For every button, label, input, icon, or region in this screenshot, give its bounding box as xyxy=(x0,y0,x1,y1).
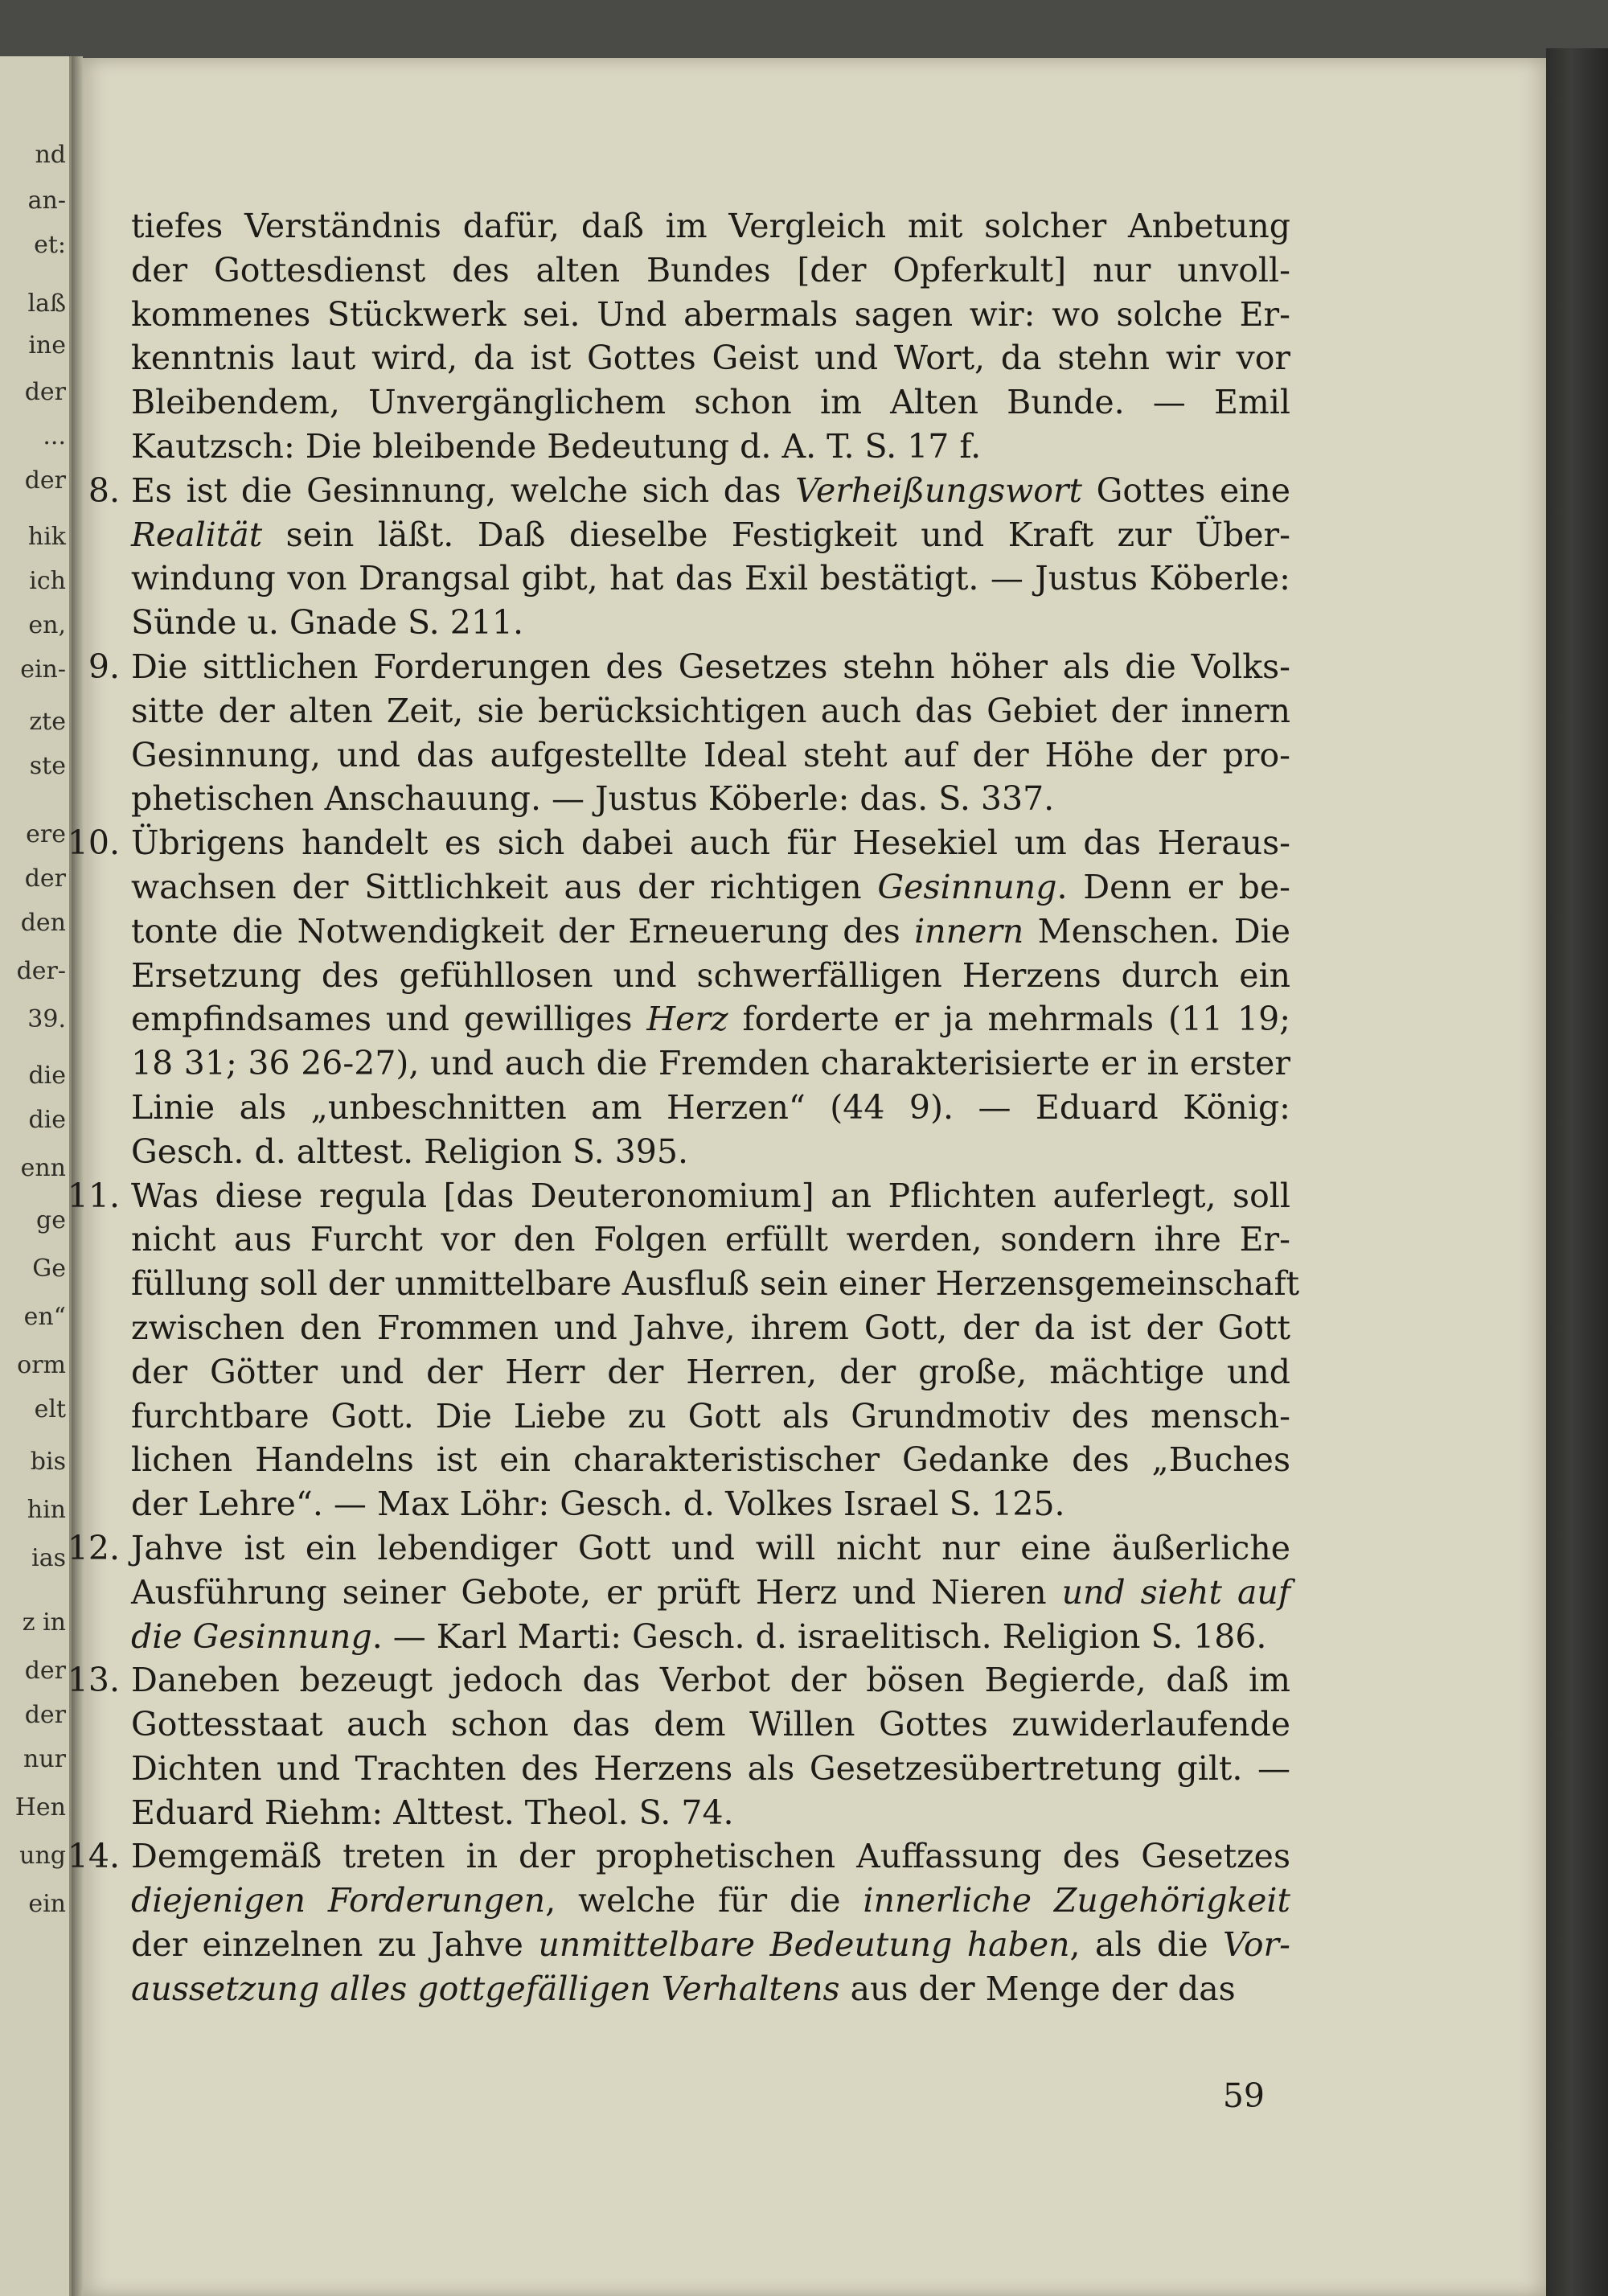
text-line: der Lehre“. — Max Löhr: Gesch. d. Volkes Israel S. 125. xyxy=(131,1485,1065,1524)
text-line: wachsen der Sittlichkeit aus der richtigen Gesinnung. Denn er be- xyxy=(131,867,1290,906)
left-page-fragment: ine xyxy=(28,331,66,359)
text-line: Linie als „unbeschnitten am Herzen“ (44 9). — Eduard König: xyxy=(131,1087,1290,1127)
text-line: Die sittlichen Forderungen des Gesetzes stehn höher als die Volks- xyxy=(131,647,1290,686)
text-line: Gottesstaat auch schon das dem Willen Gottes zuwiderlaufende xyxy=(131,1705,1290,1744)
text-line: kenntnis laut wird, da ist Gottes Geist und Wort, da stehn wir vor xyxy=(131,339,1290,378)
left-page-fragment: ge xyxy=(36,1206,66,1234)
text-line: der einzelnen zu Jahve unmittelbare Bedeutung haben, als die Vor- xyxy=(131,1925,1291,1965)
left-page-fragment: laß xyxy=(27,290,66,318)
text-line: Jahve ist ein lebendiger Gott und will nicht nur eine äußerliche xyxy=(131,1528,1290,1567)
footnote-entry xyxy=(67,1174,1300,1526)
text-line: phetischen Anschauung. — Justus Köberle: das. S. 337. xyxy=(131,779,1055,819)
text-line: der Götter und der Herr der Herren, der große, mächtige und xyxy=(131,1352,1290,1391)
text-line: die Gesinnung. — Karl Marti: Gesch. d. israelitisch. Religion S. 186. xyxy=(131,1616,1267,1656)
left-page-fragment: die xyxy=(28,1062,66,1090)
left-page-fragment: enn xyxy=(20,1154,66,1182)
left-page-fragment: z in xyxy=(22,1608,66,1637)
footnote-entry xyxy=(67,821,1291,1173)
text-line: Übrigens handelt es sich dabei auch für Hesekiel um das Heraus- xyxy=(131,824,1290,863)
text-line: Sünde u. Gnade S. 211. xyxy=(131,603,524,643)
left-page-fragment: en, xyxy=(28,611,66,639)
text-line: Demgemäß treten in der prophetischen Auffassung des Gesetzes xyxy=(131,1837,1290,1876)
page-number: 59 xyxy=(1222,2076,1265,2115)
left-page-fragment: ias xyxy=(31,1544,66,1572)
footnote-number: 9. xyxy=(88,647,120,686)
left-page-fragment: an- xyxy=(27,187,66,215)
text-line: tiefes Verständnis dafür, daß im Vergleich mit solcher Anbetung xyxy=(131,207,1290,245)
text-line: lichen Handelns ist ein charakteristischer Gedanke des „Buches xyxy=(131,1440,1290,1480)
left-page-fragment: der xyxy=(24,466,66,495)
left-page-fragment: orm xyxy=(17,1351,66,1379)
book-page xyxy=(67,58,1546,2296)
text-line: Ersetzung des gefühllosen und schwerfälligen Herzens durch ein xyxy=(131,955,1290,995)
left-page-fragment: ich xyxy=(29,567,66,595)
footnote-number: 12. xyxy=(67,1528,120,1567)
text-line: Gesinnung, und das aufgestellte Ideal steht auf der Höhe der pro- xyxy=(131,735,1290,774)
text-line: füllung soll der unmittelbare Ausfluß sein einer Herzensgemeinschaft xyxy=(131,1264,1300,1304)
text-line: nicht aus Furcht vor den Folgen erfüllt werden, sondern ihre Er- xyxy=(131,1220,1290,1259)
text-line: der Gottesdienst des alten Bundes [der Opferkult] nur unvoll- xyxy=(131,250,1290,290)
text-line: Eduard Riehm: Alttest. Theol. S. 74. xyxy=(131,1793,734,1832)
text-line: kommenes Stückwerk sei. Und abermals sagen wir: wo solche Er- xyxy=(131,294,1290,334)
left-page-fragment: der xyxy=(24,1701,66,1729)
left-page-fragment: nur xyxy=(23,1745,66,1773)
footnote-number: 11. xyxy=(67,1176,120,1215)
left-page-fragment: ein- xyxy=(20,655,66,684)
text-line: sitte der alten Zeit, sie berücksichtigen auch das Gebiet der innern xyxy=(131,691,1290,730)
book-binding xyxy=(1546,48,1608,2296)
text-line: Gesch. d. alttest. Religion S. 395. xyxy=(131,1132,688,1171)
left-page-fragment: bis xyxy=(30,1448,66,1476)
left-page-fragment: ... xyxy=(43,422,66,450)
text-line: Ausführung seiner Gebote, er prüft Herz und Nieren und sieht auf xyxy=(131,1572,1290,1612)
left-page-fragment: Hen xyxy=(14,1793,66,1822)
left-page-fragment: ung xyxy=(19,1842,66,1870)
footnote-entry xyxy=(67,1658,1290,1834)
left-page-fragment: en“ xyxy=(23,1303,66,1331)
footnote-number: 14. xyxy=(67,1837,120,1876)
left-page-fragment: 39. xyxy=(27,1005,66,1033)
left-page-fragment: Ge xyxy=(32,1255,66,1283)
left-page-fragment: der xyxy=(24,1657,66,1685)
footnote-entry xyxy=(88,645,1290,821)
left-page-fragment: hik xyxy=(27,523,66,551)
left-page-fragment: ste xyxy=(29,752,66,780)
text-line: Es ist die Gesinnung, welche sich das Verheißungswort Gottes eine xyxy=(131,470,1290,510)
text-line: Dichten und Trachten des Herzens als Gesetzesübertretung gilt. — xyxy=(131,1748,1290,1788)
left-page-fragment: die xyxy=(28,1106,66,1134)
left-page-fragment: nd xyxy=(35,141,66,169)
text-line: Realität sein läßt. Daß dieselbe Festigkeit und Kraft zur Über- xyxy=(131,515,1290,554)
text-line: Bleibendem, Unvergänglichem schon im Alten Bunde. — Emil xyxy=(131,383,1290,422)
footnote-entry xyxy=(67,1526,1290,1658)
text-line: 18 31; 36 26-27), und auch die Fremden charakterisierte er in erster xyxy=(131,1044,1290,1083)
left-page-fragment: ere xyxy=(26,820,66,848)
left-page-fragment: hin xyxy=(27,1496,66,1524)
text-line: diejenigen Forderungen, welche für die innerliche Zugehörigkeit xyxy=(131,1881,1291,1920)
left-page-fragment: der xyxy=(24,378,66,406)
footnote-number: 10. xyxy=(67,824,120,863)
text-line: Kautzsch: Die bleibende Bedeutung d. A. T. S. 17 f. xyxy=(131,426,982,466)
text-line: zwischen den Frommen und Jahve, ihrem Gott, der da ist der Gott xyxy=(131,1308,1290,1347)
left-page-fragment: der- xyxy=(16,957,66,985)
left-page-fragment: ein xyxy=(28,1890,66,1918)
left-page-fragment: zte xyxy=(29,708,66,736)
footnote-number: 8. xyxy=(88,470,120,510)
footnote-number: 13. xyxy=(67,1661,120,1700)
text-line: furchtbare Gott. Die Liebe zu Gott als Grundmotiv des mensch- xyxy=(131,1396,1290,1436)
left-page-fragment: elt xyxy=(34,1395,66,1423)
text-line: empfindsames und gewilliges Herz forderte er ja mehrmals (11 19; xyxy=(131,1000,1291,1039)
text-line: Daneben bezeugt jedoch das Verbot der bösen Begierde, daß im xyxy=(131,1661,1290,1700)
left-page-fragment: et: xyxy=(34,231,66,259)
text-line: tonte die Notwendigkeit der Erneuerung des innern Menschen. Die xyxy=(131,911,1290,951)
footnote-entry xyxy=(88,469,1290,645)
page-body xyxy=(67,204,1300,2011)
text-line: aussetzung alles gottgefälligen Verhaltens aus der Menge der das xyxy=(131,1969,1236,2008)
continuation-paragraph xyxy=(131,204,1290,469)
text-line: windung von Drangsal gibt, hat das Exil bestätigt. — Justus Köberle: xyxy=(131,559,1290,598)
text-line: Was diese regula [das Deuteronomium] an Pflichten auferlegt, soll xyxy=(131,1176,1290,1215)
left-page-fragment: der xyxy=(24,865,66,893)
left-page-fragment: den xyxy=(20,909,66,937)
footnote-entry xyxy=(67,1834,1291,2011)
